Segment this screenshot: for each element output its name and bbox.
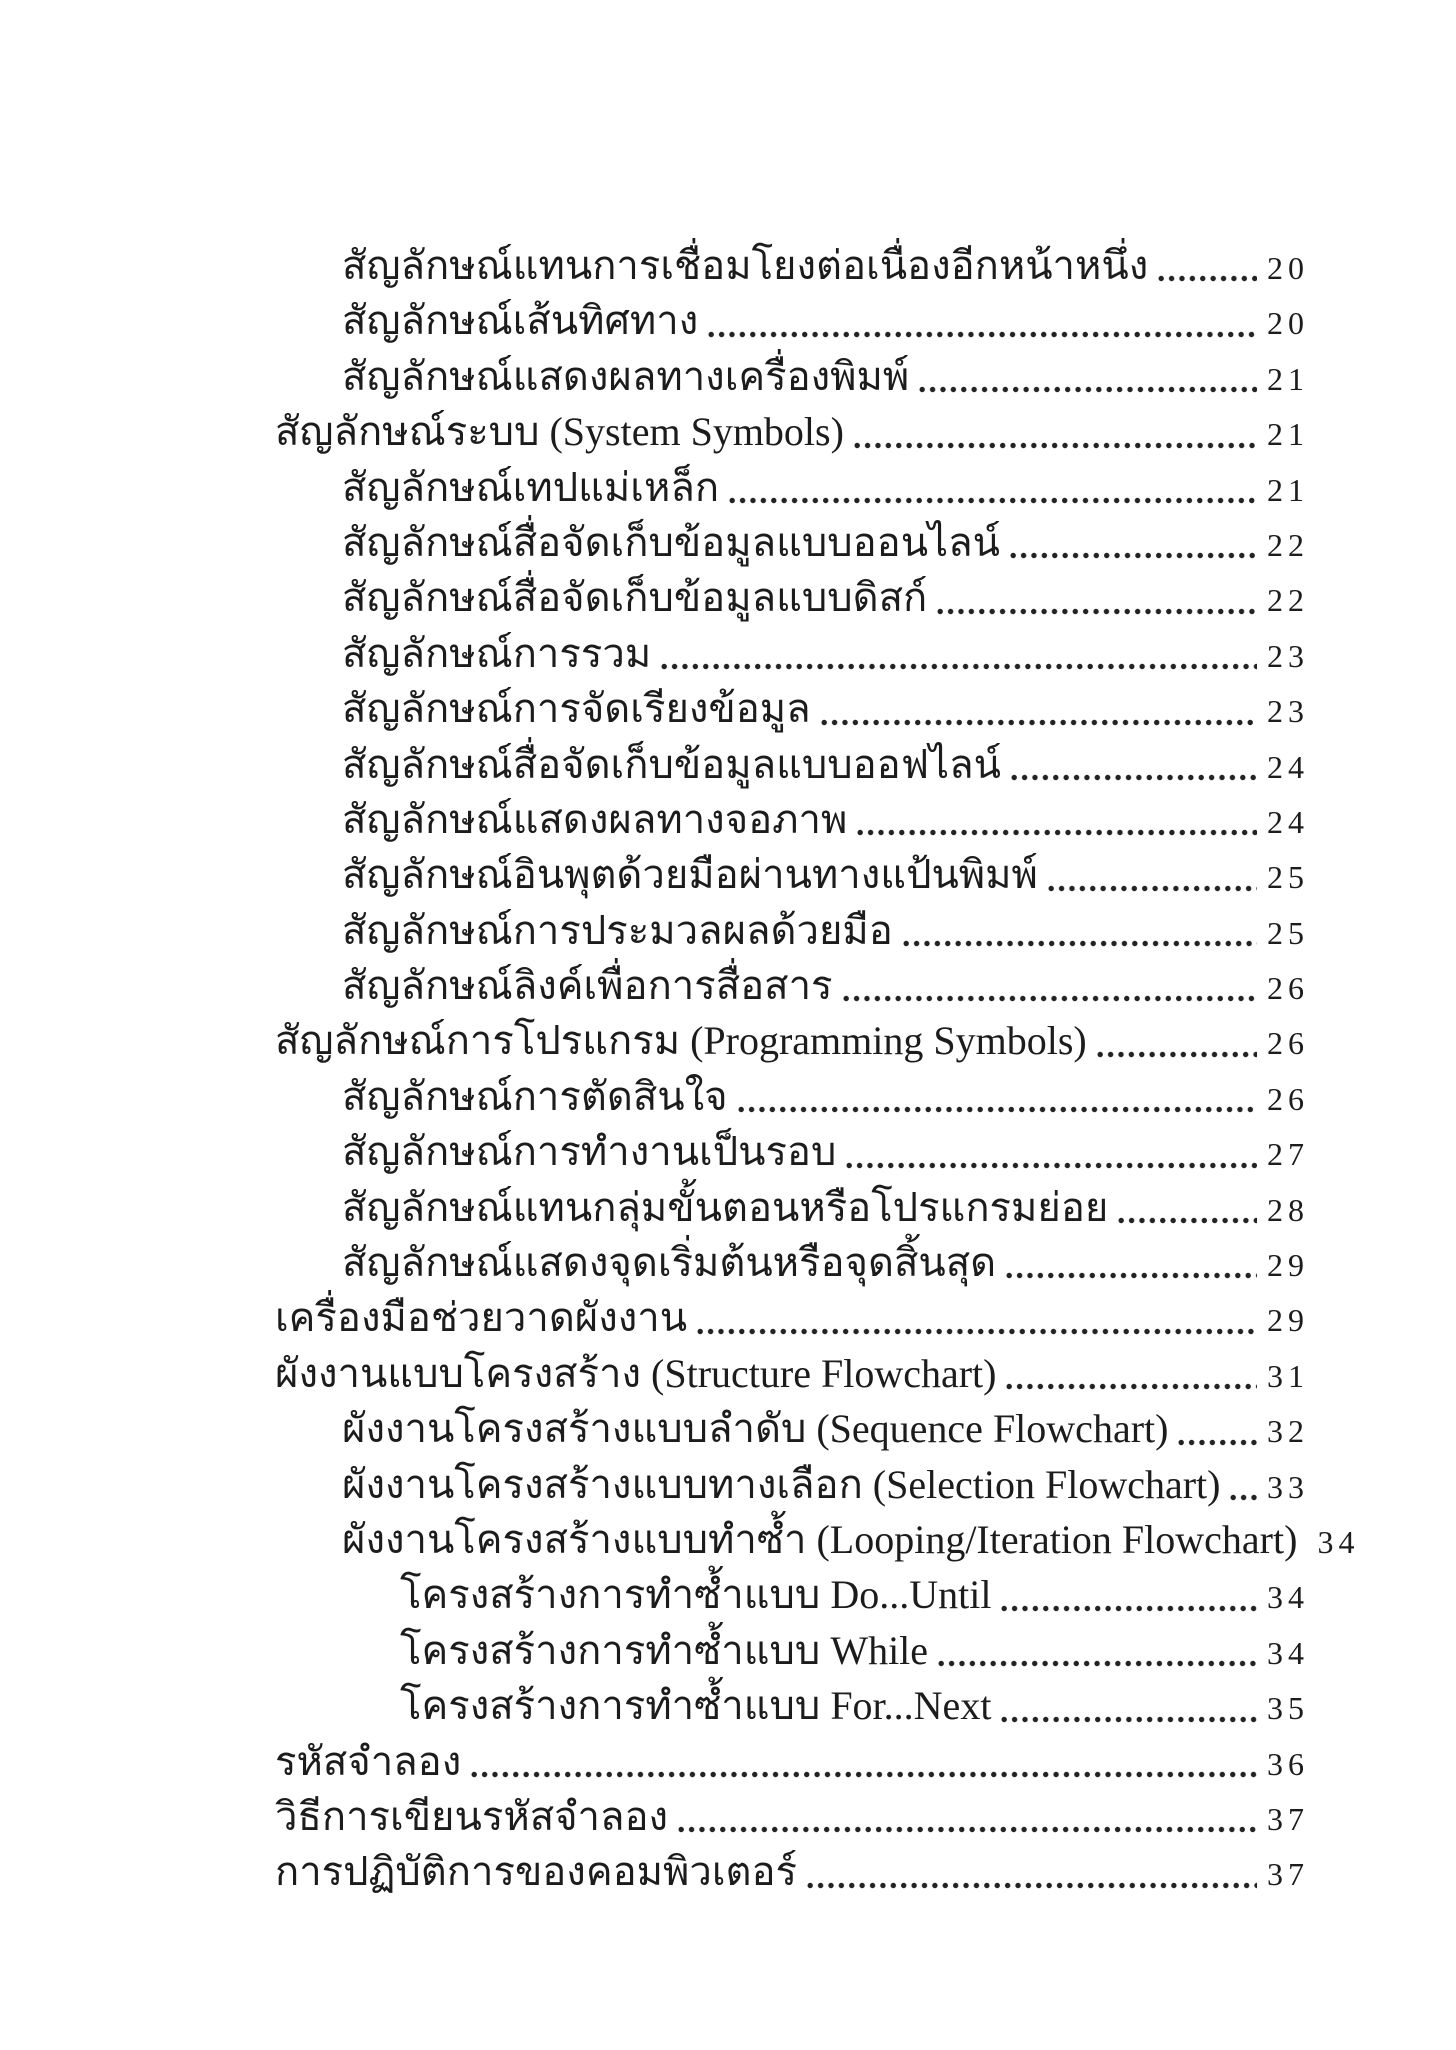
toc-entry-title: โครงสร้างการทำซ้ำแบบ Do...Until [400, 1572, 992, 1618]
toc-entry [275, 737, 1309, 792]
toc-entry-page-number: 22 [1267, 582, 1309, 619]
dot-leader [1001, 1716, 1257, 1723]
toc-entry-title: ผังงานโครงสร้างแบบลำดับ (Sequence Flowchart) [342, 1406, 1169, 1452]
toc-entry-page-number: 34 [1317, 1523, 1360, 1560]
dot-leader [846, 1162, 1257, 1169]
toc-entry-title: โครงสร้างการทำซ้ำแบบ For...Next [400, 1683, 992, 1729]
dot-leader [821, 719, 1257, 726]
toc-entry [275, 404, 1309, 459]
toc-entry [275, 1844, 1309, 1899]
dot-leader [1048, 885, 1257, 892]
toc-entry [275, 515, 1309, 570]
toc-entry [275, 1069, 1309, 1124]
toc-entry [275, 293, 1309, 348]
toc-entry-title: สัญลักษณ์สื่อจัดเก็บข้อมูลแบบออฟไลน์ [342, 741, 1001, 787]
dot-leader [1118, 1217, 1257, 1224]
toc-entry-page-number: 33 [1267, 1468, 1309, 1505]
toc-entry-title: สัญลักษณ์แทนการเชื่อมโยงต่อเนื่องอีกหน้าหนึ่ง [342, 243, 1149, 288]
dot-leader [1006, 1272, 1257, 1279]
toc-entry [275, 1124, 1309, 1179]
toc-entry-title: สัญลักษณ์การประมวลผลด้วยมือ [342, 907, 893, 953]
dot-leader [708, 331, 1257, 338]
toc-entry-page-number: 28 [1267, 1191, 1309, 1228]
toc-entry-page-number: 29 [1267, 1247, 1309, 1284]
toc-entry-title: ผังงานโครงสร้างแบบทำซ้ำ (Looping/Iteration Flowchart) [342, 1516, 1298, 1562]
dot-leader [661, 663, 1257, 670]
dot-leader [938, 1660, 1257, 1667]
toc-entry-page-number: 31 [1267, 1357, 1309, 1394]
dot-leader [854, 442, 1257, 449]
dot-leader [1001, 1605, 1257, 1612]
toc-entry-title: สัญลักษณ์การทำงานเป็นรอบ [342, 1129, 837, 1175]
toc-entry-page-number: 21 [1267, 360, 1309, 397]
toc-entry [275, 903, 1309, 958]
toc-entry [275, 1401, 1309, 1456]
toc-entry-page-number: 26 [1267, 1080, 1309, 1117]
toc-entry-title: สัญลักษณ์เส้นทิศทาง [342, 298, 699, 344]
toc-entry-page-number: 20 [1267, 305, 1309, 342]
toc-entry-page-number: 37 [1267, 1856, 1309, 1893]
toc-entry [275, 626, 1309, 681]
toc-entry-title: สัญลักษณ์แสดงผลทางจอภาพ [342, 796, 848, 842]
toc-entry-page-number: 26 [1267, 1025, 1309, 1062]
dot-leader [1011, 774, 1257, 781]
toc-entry-page-number: 24 [1267, 803, 1309, 840]
toc-entry [275, 1623, 1309, 1678]
toc-entry-page-number: 34 [1267, 1634, 1309, 1671]
dot-leader [1178, 1439, 1257, 1446]
toc-entry-page-number: 26 [1267, 970, 1309, 1007]
toc-entry [275, 1235, 1309, 1290]
dot-leader [903, 940, 1257, 947]
dot-leader [697, 1328, 1257, 1335]
toc-entry-page-number: 32 [1267, 1413, 1309, 1450]
toc-entry-page-number: 35 [1267, 1690, 1309, 1727]
toc-entry-title: สัญลักษณ์เทปแม่เหล็ก [342, 464, 720, 510]
toc-entry [275, 1567, 1309, 1622]
toc-entry-page-number: 23 [1267, 693, 1309, 730]
toc-entry-title: สัญลักษณ์ลิงค์เพื่อการสื่อสาร [342, 963, 833, 1009]
toc-entry-title: สัญลักษณ์การตัดสินใจ [342, 1073, 728, 1119]
dot-leader [843, 995, 1257, 1002]
toc-entry [275, 1290, 1309, 1345]
toc-entry-title: ผังงานโครงสร้างแบบทางเลือก (Selection Flowchart) [342, 1461, 1221, 1507]
toc-entry-title: รหัสจำลอง [275, 1738, 462, 1784]
toc-entry-page-number: 23 [1267, 637, 1309, 674]
toc-entry-title: วิธีการเขียนรหัสจำลอง [275, 1793, 669, 1839]
toc-entry-title: สัญลักษณ์การโปรแกรม (Programming Symbols) [275, 1018, 1087, 1064]
dot-leader [807, 1882, 1257, 1889]
toc-entry-page-number: 21 [1267, 471, 1309, 508]
toc-entry-page-number: 21 [1267, 416, 1309, 453]
toc-entry-title: สัญลักษณ์การรวม [342, 630, 652, 676]
toc-entry [275, 349, 1309, 404]
toc-entry-title: สัญลักษณ์แสดงจุดเริ่มต้นหรือจุดสิ้นสุด [342, 1240, 997, 1286]
toc-entry-page-number: 37 [1267, 1800, 1309, 1837]
dot-leader [1230, 1494, 1257, 1501]
toc-entry [275, 460, 1309, 515]
toc-entry [275, 1678, 1309, 1733]
toc-entry-title: สัญลักษณ์ระบบ (System Symbols) [275, 409, 844, 455]
toc-entry [275, 1734, 1309, 1789]
toc-entry [275, 1512, 1360, 1567]
toc-entry-page-number: 29 [1267, 1302, 1309, 1339]
toc-entry [275, 1013, 1309, 1068]
toc-entry [275, 958, 1309, 1013]
toc-entry [275, 1789, 1309, 1844]
toc-entry-title: สัญลักษณ์การจัดเรียงข้อมูล [342, 686, 811, 732]
toc-entry-page-number: 25 [1267, 859, 1309, 896]
dot-leader [857, 829, 1257, 836]
dot-leader [1097, 1051, 1257, 1058]
toc-entry [275, 847, 1309, 902]
toc-entry [275, 570, 1309, 625]
toc-entry [275, 681, 1309, 736]
toc-entry-page-number: 25 [1267, 914, 1309, 951]
table-of-contents [275, 238, 1360, 1900]
dot-leader [471, 1771, 1257, 1778]
toc-entry-title: สัญลักษณ์สื่อจัดเก็บข้อมูลแบบออนไลน์ [342, 519, 1001, 565]
toc-entry-title: สัญลักษณ์แทนกลุ่มขั้นตอนหรือโปรแกรมย่อย [342, 1184, 1109, 1230]
toc-entry-page-number: 34 [1267, 1579, 1309, 1616]
toc-entry-title: เครื่องมือช่วยวาดผังงาน [275, 1295, 688, 1341]
toc-entry [275, 238, 1309, 293]
toc-entry-page-number: 22 [1267, 526, 1309, 563]
dot-leader [738, 1106, 1257, 1113]
dot-leader [1006, 1383, 1257, 1390]
toc-entry-title: โครงสร้างการทำซ้ำแบบ While [400, 1627, 929, 1673]
toc-entry-page-number: 20 [1267, 250, 1309, 286]
dot-leader [729, 497, 1257, 504]
dot-leader [1158, 275, 1257, 282]
toc-entry [275, 1457, 1309, 1512]
toc-entry-title: สัญลักษณ์อินพุตด้วยมือผ่านทางแป้นพิมพ์ [342, 852, 1038, 898]
toc-entry [275, 1180, 1309, 1235]
dot-leader [919, 386, 1257, 393]
dot-leader [937, 608, 1257, 615]
toc-entry-title: สัญลักษณ์แสดงผลทางเครื่องพิมพ์ [342, 353, 910, 399]
dot-leader [678, 1826, 1257, 1833]
toc-entry-title: การปฏิบัติการของคอมพิวเตอร์ [275, 1849, 797, 1895]
toc-entry-title: ผังงานแบบโครงสร้าง (Structure Flowchart) [275, 1350, 997, 1396]
toc-entry-page-number: 27 [1267, 1136, 1309, 1173]
toc-entry-page-number: 36 [1267, 1745, 1309, 1782]
toc-entry [275, 1346, 1309, 1401]
dot-leader [1010, 552, 1257, 559]
toc-entry-title: สัญลักษณ์สื่อจัดเก็บข้อมูลแบบดิสก์ [342, 575, 928, 621]
toc-entry-page-number: 24 [1267, 748, 1309, 785]
toc-entry [275, 792, 1309, 847]
